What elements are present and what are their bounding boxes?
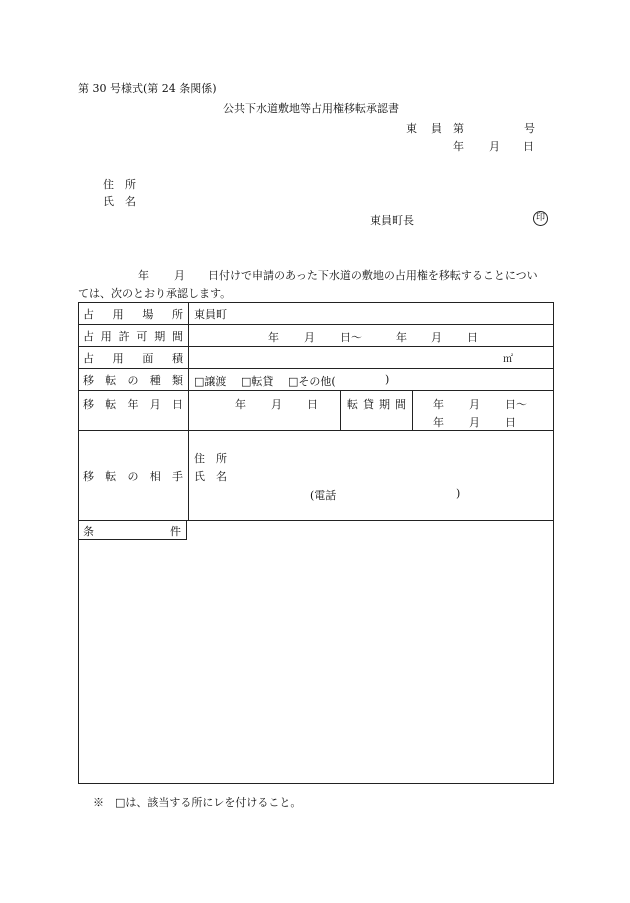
label-char: 転 xyxy=(105,398,117,411)
label-char: 占 xyxy=(83,351,94,365)
seal-mark xyxy=(533,210,548,226)
body-line-1 xyxy=(78,267,553,281)
label-char: 許 xyxy=(118,329,130,343)
date-year: 年 xyxy=(453,140,464,153)
period-to-day: 日 xyxy=(467,330,478,344)
label-char: 面 xyxy=(142,351,154,365)
lease-period-value[interactable] xyxy=(413,391,554,431)
doc-no-char: 第 xyxy=(453,122,464,135)
doc-no-char: 東 xyxy=(406,122,417,135)
period-to-month: 月 xyxy=(431,330,442,344)
body-sentence: 日付けで申請のあった下水道の敷地の占用権を移転することについ xyxy=(208,269,538,282)
checkbox-sublease[interactable]: □転貸 xyxy=(241,374,274,388)
label-char: 用 xyxy=(112,351,124,365)
label-char: 貸 xyxy=(363,398,374,411)
period-from-year: 年 xyxy=(268,330,279,344)
party-name-label: 氏 名 xyxy=(194,470,227,483)
transfer-day: 日 xyxy=(307,398,318,411)
form-number: 第 30 号様式(第 24 条関係) xyxy=(78,82,217,95)
label-char: 用 xyxy=(100,329,112,343)
label-char: の xyxy=(127,469,139,483)
label-char: 移 xyxy=(83,398,94,411)
transfer-year: 年 xyxy=(235,398,246,411)
label-char: 移 xyxy=(83,373,94,387)
row-place xyxy=(79,303,554,325)
label-place xyxy=(79,303,189,325)
party-phone-open: (電話 xyxy=(310,489,337,502)
row-party xyxy=(79,431,554,521)
recipient-address-label: 住 所 xyxy=(103,178,136,191)
label-char: 条 xyxy=(83,525,94,538)
label-char: 占 xyxy=(83,329,94,343)
date-day: 日 xyxy=(523,140,534,153)
label-char: 類 xyxy=(172,373,183,387)
label-char: 転 xyxy=(105,469,117,483)
recipient-name-label: 氏 名 xyxy=(103,195,136,208)
document-title: 公共下水道敷地等占用権移転承認書 xyxy=(223,102,399,115)
conditions-area[interactable] xyxy=(79,521,554,784)
type-options xyxy=(189,369,554,391)
row-conditions xyxy=(79,521,554,784)
row-area xyxy=(79,347,554,369)
label-conditions xyxy=(79,521,187,540)
footnote: ※ □は、該当する所にレを付けること。 xyxy=(93,796,302,809)
party-phone-close: ) xyxy=(456,487,461,500)
label-char: 期 xyxy=(379,398,390,411)
label-char: 転 xyxy=(347,398,358,411)
area-unit: ㎡ xyxy=(503,354,513,365)
label-char: 月 xyxy=(149,398,161,411)
label-char: 転 xyxy=(105,373,117,387)
checkbox-other[interactable]: □その他( xyxy=(288,374,336,388)
label-char: 所 xyxy=(171,307,183,321)
party-address-label: 住 所 xyxy=(194,452,227,465)
approval-table xyxy=(78,302,554,784)
lease-to-month: 月 xyxy=(469,416,480,429)
transfer-month: 月 xyxy=(271,398,282,411)
lease-from-month: 月 xyxy=(469,398,480,411)
label-char: 間 xyxy=(395,398,406,411)
issue-date xyxy=(453,138,533,152)
label-char: 場 xyxy=(142,307,154,321)
label-lease-period xyxy=(341,391,413,431)
period-to-year: 年 xyxy=(396,330,407,344)
label-period xyxy=(79,325,189,347)
label-char: 占 xyxy=(83,307,94,321)
label-char: 移 xyxy=(83,469,94,483)
doc-no-char: 員 xyxy=(431,122,442,135)
doc-no-char: 号 xyxy=(524,122,535,135)
party-value[interactable] xyxy=(189,431,554,521)
lease-to-day: 日 xyxy=(505,416,516,429)
label-char: 件 xyxy=(170,525,181,538)
label-area xyxy=(79,347,189,369)
label-char: 年 xyxy=(127,398,139,411)
period-from-month: 月 xyxy=(304,330,315,344)
label-char: 期 xyxy=(154,329,166,343)
label-char: 用 xyxy=(112,307,124,321)
label-char: 可 xyxy=(136,329,148,343)
label-char: 日 xyxy=(172,398,183,411)
body-month: 月 xyxy=(174,269,185,282)
row-transfer-date xyxy=(79,391,554,431)
body-year: 年 xyxy=(138,269,149,282)
issuer-name: 東員町長 xyxy=(370,214,414,227)
seal-icon: 印 xyxy=(533,211,548,226)
lease-from-day: 日～ xyxy=(505,398,527,411)
row-period xyxy=(79,325,554,347)
other-close-paren: ) xyxy=(385,372,390,386)
period-from-day: 日～ xyxy=(340,330,362,344)
row-type xyxy=(79,369,554,391)
label-transfer-date xyxy=(79,391,189,431)
area-value[interactable] xyxy=(189,347,554,369)
label-char: 種 xyxy=(149,373,161,387)
transfer-date-value[interactable] xyxy=(189,391,341,431)
label-char: の xyxy=(127,373,139,387)
lease-to-year: 年 xyxy=(433,416,444,429)
label-char: 積 xyxy=(171,351,183,365)
label-char: 手 xyxy=(172,469,183,483)
label-char: 相 xyxy=(149,469,161,483)
body-line-2: ては、次のとおり承認します。 xyxy=(78,287,232,300)
checkbox-transfer[interactable]: □譲渡 xyxy=(194,374,227,388)
place-value[interactable]: 東員町 xyxy=(189,303,554,325)
lease-from-year: 年 xyxy=(433,398,444,411)
date-month: 月 xyxy=(489,140,500,153)
document-number xyxy=(406,120,535,135)
label-party xyxy=(79,431,189,521)
label-char: 間 xyxy=(171,329,183,343)
period-value[interactable] xyxy=(189,325,554,347)
label-type xyxy=(79,369,189,391)
